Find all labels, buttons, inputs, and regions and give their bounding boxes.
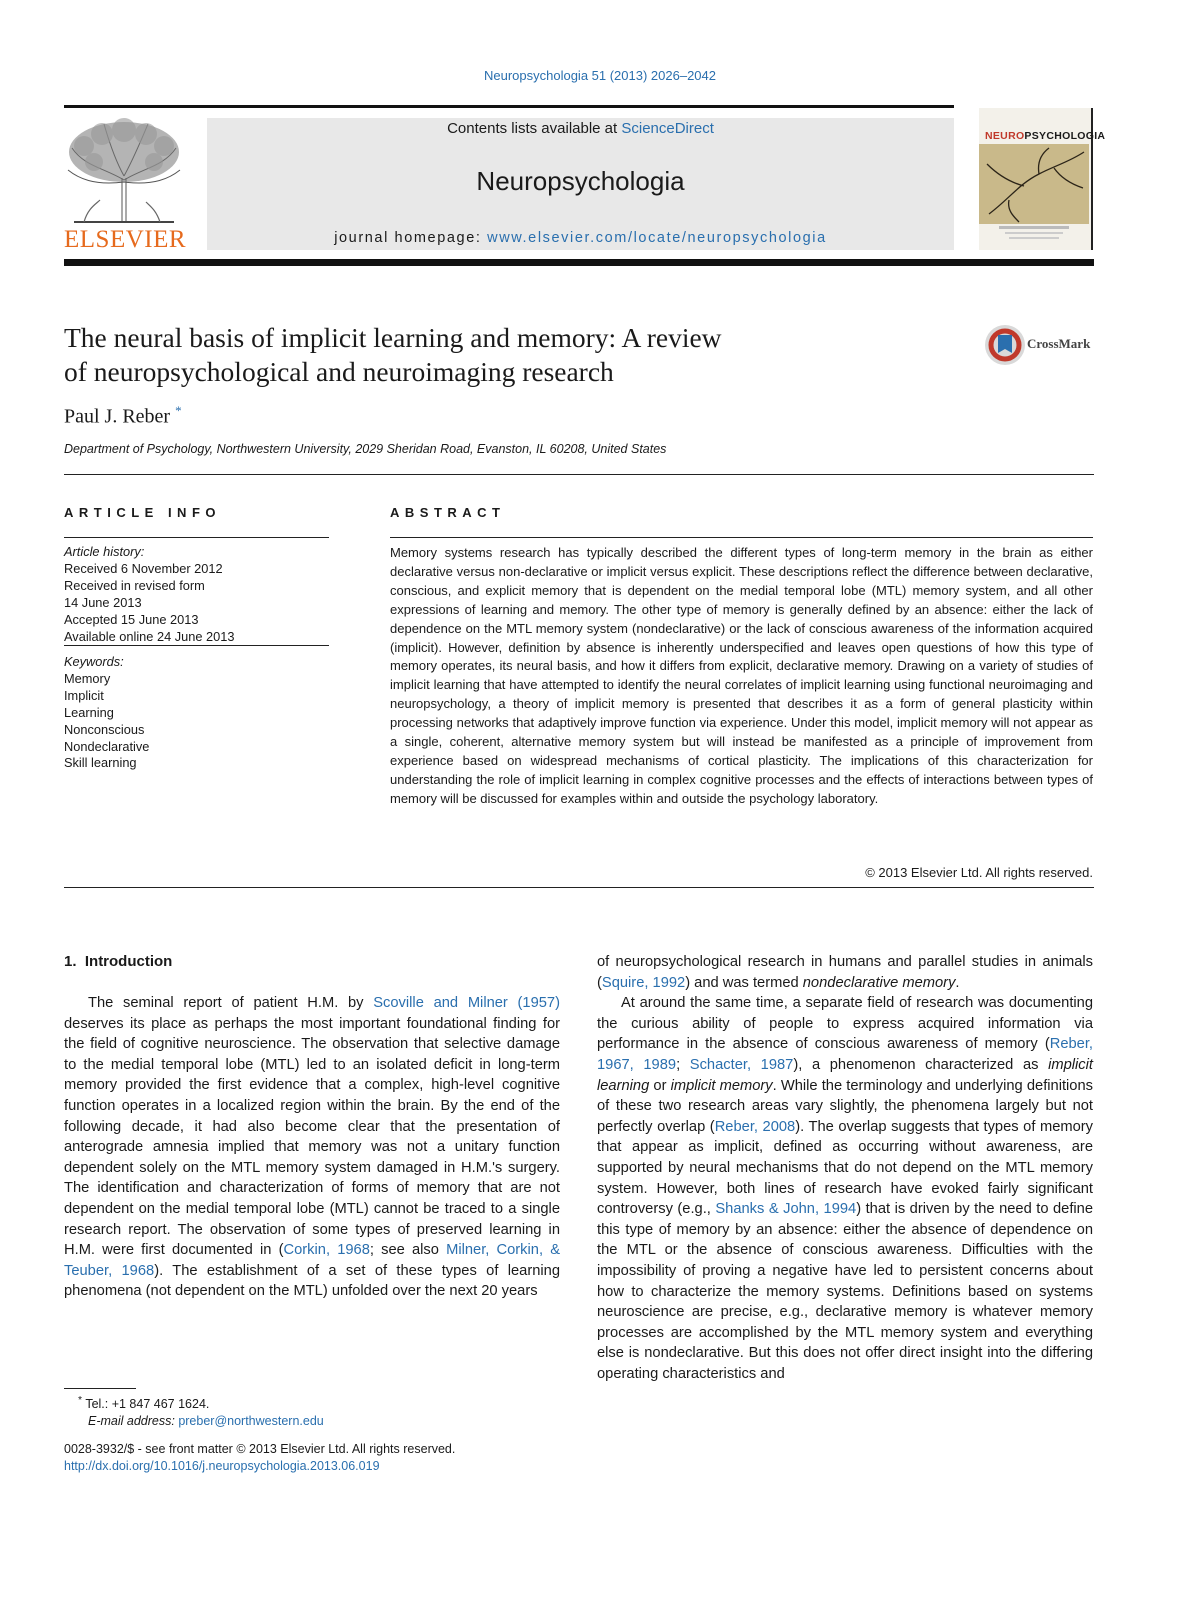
crossmark-icon <box>983 323 1027 367</box>
citation-link[interactable]: Schacter, 1987 <box>689 1056 794 1073</box>
keyword: Nondeclarative <box>64 738 150 754</box>
header-bottom-rule <box>64 259 1094 266</box>
homepage-link[interactable]: www.elsevier.com/locate/neuropsychologia <box>487 230 827 246</box>
text-run: ). The overlap suggests that types of memory that appear as implicit, defined as occurring without awareness, are supported by neural mechanisms that do not depend on the MTL memory system. However, both lines of research have evoked fairly significant controversy (e.g., <box>597 1118 1094 1218</box>
journal-masthead <box>207 118 954 250</box>
citation-link[interactable]: Corkin, 1968 <box>283 1242 370 1259</box>
author-line <box>64 403 182 429</box>
text-run: ). The establishment of a set of these types of learning phenomena (not dependent on the MTL) unfolded over the next 20 years <box>64 1262 560 1300</box>
abstract-heading: ABSTRACT <box>390 505 506 520</box>
text-run: . While the terminology and underlying definitions of these two research areas vary slightly, the phenomena largely but not perfectly overlap ( <box>597 1077 1093 1135</box>
intro-paragraph-1 <box>64 993 560 1302</box>
text-run: or <box>649 1077 671 1094</box>
keywords-rule <box>64 645 329 646</box>
text-run: ; see also <box>369 1242 447 1259</box>
contents-line <box>207 120 954 137</box>
citation-link[interactable]: Reber, 1967, 1989 <box>597 1036 1093 1073</box>
history-label: Article history: <box>64 544 145 559</box>
emphasis: nondeclarative memory <box>802 974 956 991</box>
cover-text-line <box>1009 237 1059 239</box>
footnote-mark: * <box>78 1395 83 1406</box>
text-run: . <box>955 974 960 991</box>
article-title-line-2: of neuropsychological and neuroimaging research <box>64 356 614 387</box>
footnote-email-line <box>64 1413 560 1430</box>
contents-prefix: Contents lists available at <box>447 120 622 137</box>
keywords-label: Keywords: <box>64 654 124 669</box>
journal-citation[interactable]: Neuropsychologia 51 (2013) 2026–2042 <box>483 68 716 83</box>
crossmark-badge[interactable] <box>983 323 1098 367</box>
cover-text-line <box>1005 232 1063 234</box>
keywords-block <box>64 654 329 772</box>
keyword: Learning <box>64 704 114 720</box>
article-info-heading: ARTICLE INFO <box>64 505 221 520</box>
citation-link[interactable]: Shanks & John, 1994 <box>715 1201 857 1218</box>
crossmark-label: CrossMark <box>1027 336 1091 351</box>
footnote-tel: Tel.: +1 847 467 1624. <box>85 1397 210 1412</box>
citation-link[interactable]: Scoville and Milner (1957) <box>373 995 560 1011</box>
author-name: Paul J. Reber <box>64 405 171 428</box>
cover-text-line <box>999 226 1069 229</box>
footnote-tel-line <box>64 1392 560 1413</box>
text-run: The seminal report of patient H.M. by <box>88 995 374 1011</box>
history-item: Received 6 November 2012 <box>64 560 223 576</box>
front-matter <box>64 1441 584 1475</box>
text-run: ), a phenomenon characterized as <box>793 1056 1049 1073</box>
section-heading-introduction <box>64 953 172 970</box>
email-label: E-mail address: <box>88 1414 179 1429</box>
doi-link[interactable]: http://dx.doi.org/10.1016/j.neuropsychologia.2013.06.019 <box>64 1459 380 1473</box>
emphasis: implicit learning <box>597 1056 1093 1094</box>
citation-link[interactable]: Milner, Corkin, & Teuber, 1968 <box>64 1242 561 1279</box>
header-top-rule <box>64 105 954 108</box>
section-title: Introduction <box>84 953 173 970</box>
section-number: 1. <box>64 953 77 970</box>
journal-name: Neuropsychologia <box>476 166 685 196</box>
journal-cover-thumbnail[interactable] <box>979 108 1106 250</box>
keyword: Skill learning <box>64 755 137 771</box>
cover-title <box>985 130 1105 142</box>
article-title <box>64 321 914 389</box>
emphasis: implicit memory <box>670 1077 773 1094</box>
history-item: 14 June 2013 <box>64 594 142 610</box>
cover-title-part-b: PSYCHOLOGIA <box>1024 130 1106 142</box>
body-column-right <box>597 952 1093 1384</box>
footnote-rule <box>64 1388 136 1389</box>
keyword: Nonconscious <box>64 721 145 737</box>
cover-title-part-a: NEURO <box>985 130 1025 142</box>
author-footnote-mark[interactable]: * <box>175 403 182 418</box>
intro-paragraph-continued <box>597 952 1093 993</box>
elsevier-logo[interactable] <box>64 118 187 253</box>
abstract-copyright: © 2013 Elsevier Ltd. All rights reserved. <box>865 865 1093 880</box>
abstract-rule <box>390 537 1093 538</box>
history-item: Available online 24 June 2013 <box>64 628 235 644</box>
sciencedirect-link[interactable]: ScienceDirect <box>621 120 714 137</box>
homepage-line <box>207 230 954 246</box>
neuron-image-icon <box>979 144 1089 224</box>
elsevier-wordmark: ELSEVIER <box>64 226 187 253</box>
text-run: ; <box>676 1056 690 1073</box>
article-history <box>64 544 329 645</box>
text-run: At around the same time, a separate field of research was documenting the curious ability of people to express acquired information via performance in the absence of conscious awareness of memory ( <box>597 995 1093 1053</box>
text-run: of neuropsychological research in humans and parallel studies in animals ( <box>597 954 1093 991</box>
author-footnote <box>64 1392 560 1430</box>
citation-link[interactable]: Reber, 2008 <box>714 1118 796 1135</box>
abstract-bottom-rule <box>64 887 1094 888</box>
article-info-rule <box>64 537 329 538</box>
history-item: Received in revised form <box>64 577 205 593</box>
homepage-prefix: journal homepage: <box>334 230 488 246</box>
keyword: Implicit <box>64 687 104 703</box>
article-title-line-1: The neural basis of implicit learning and memory: A review <box>64 322 722 353</box>
text-run: ) and was termed <box>685 974 803 991</box>
history-item: Accepted 15 June 2013 <box>64 611 199 627</box>
text-run: ) that is driven by the need to define this type of memory by an absence: either the absence of dependence on the MTL or the absence of conscious awareness. Difficulties with the impossibility of proving a negative have led to persistent concerns about how to characterize the memory systems. Definitions based on systems neuroscience are precise, e.g., declarative memory is whatever memory processes are accomplished by the MTL memory system and everything else is nondeclarative. But this does not offer direct insight into the differing operating characteristics and <box>597 1201 1093 1382</box>
email-link[interactable]: preber@northwestern.edu <box>178 1414 324 1429</box>
keyword: Memory <box>64 670 111 686</box>
intro-paragraph-2 <box>597 993 1093 1384</box>
citation-link[interactable]: Squire, 1992 <box>601 974 686 991</box>
text-run: deserves its place as perhaps the most important foundational finding for the field of cognitive neuroscience. The observation that selective damage to the medial temporal lobe (MTL) led to an isolated deficit in long-term memory provided the first evidence that a complex, high-level cognitive function operates in a localized region within the brain. By the end of the following decade, it had also become clear that the presentation of anterograde amnesia implied that memory was not a unitary function dependent solely on the MTL memory system damaged in H.M.'s surgery. The identification and characterization of forms of memory that are not dependent on the medial temporal lobe (MTL) cannot be traced to a single research report. The observation of some types of preserved learning in H.M. were first documented in ( <box>64 1015 560 1259</box>
issn-line: 0028-3932/$ - see front matter © 2013 Elsevier Ltd. All rights reserved. <box>64 1442 456 1456</box>
elsevier-tree-icon <box>64 118 184 226</box>
affiliation-rule <box>64 474 1094 475</box>
author-affiliation: Department of Psychology, Northwestern University, 2029 Sheridan Road, Evanston, IL 60208, United States <box>64 442 667 456</box>
abstract-text: Memory systems research has typically described the different types of long-term memory in the brain as either declarative versus non-declarative or implicit versus explicit. These descriptions reflect the difference between declarative, conscious, and explicit memory that is dependent on the medial temporal lobe (MTL) memory system, and all other expressions of learning and memory. The other type of memory is generally defined by an absence: either the lack of dependence on the MTL memory system (nondeclarative) or the lack of conscious awareness of the information acquired (implicit). However, definition by absence is inherently underspecified and leaves open questions of how this type of memory operates, its neural basis, and how it differs from explicit, declarative memory. Drawing on a variety of studies of implicit learning that have attempted to identify the neural correlates of implicit learning using functional neuroimaging and neuropsychology, a theory of implicit memory is presented that describes it as a form of general plasticity within processing networks that adaptively improve function via experience. Under this model, implicit memory will not appear as a single, coherent, alternative memory system but will instead be manifested as a principle of improvement from experience based on widespread mechanisms of cortical plasticity. The implications of this characterization for understanding the role of implicit learning in complex cognitive processes and the effects of interactions between types of memory will be discussed for examples within and outside the psychology laboratory. <box>390 545 1093 806</box>
body-column-left <box>64 993 560 1302</box>
